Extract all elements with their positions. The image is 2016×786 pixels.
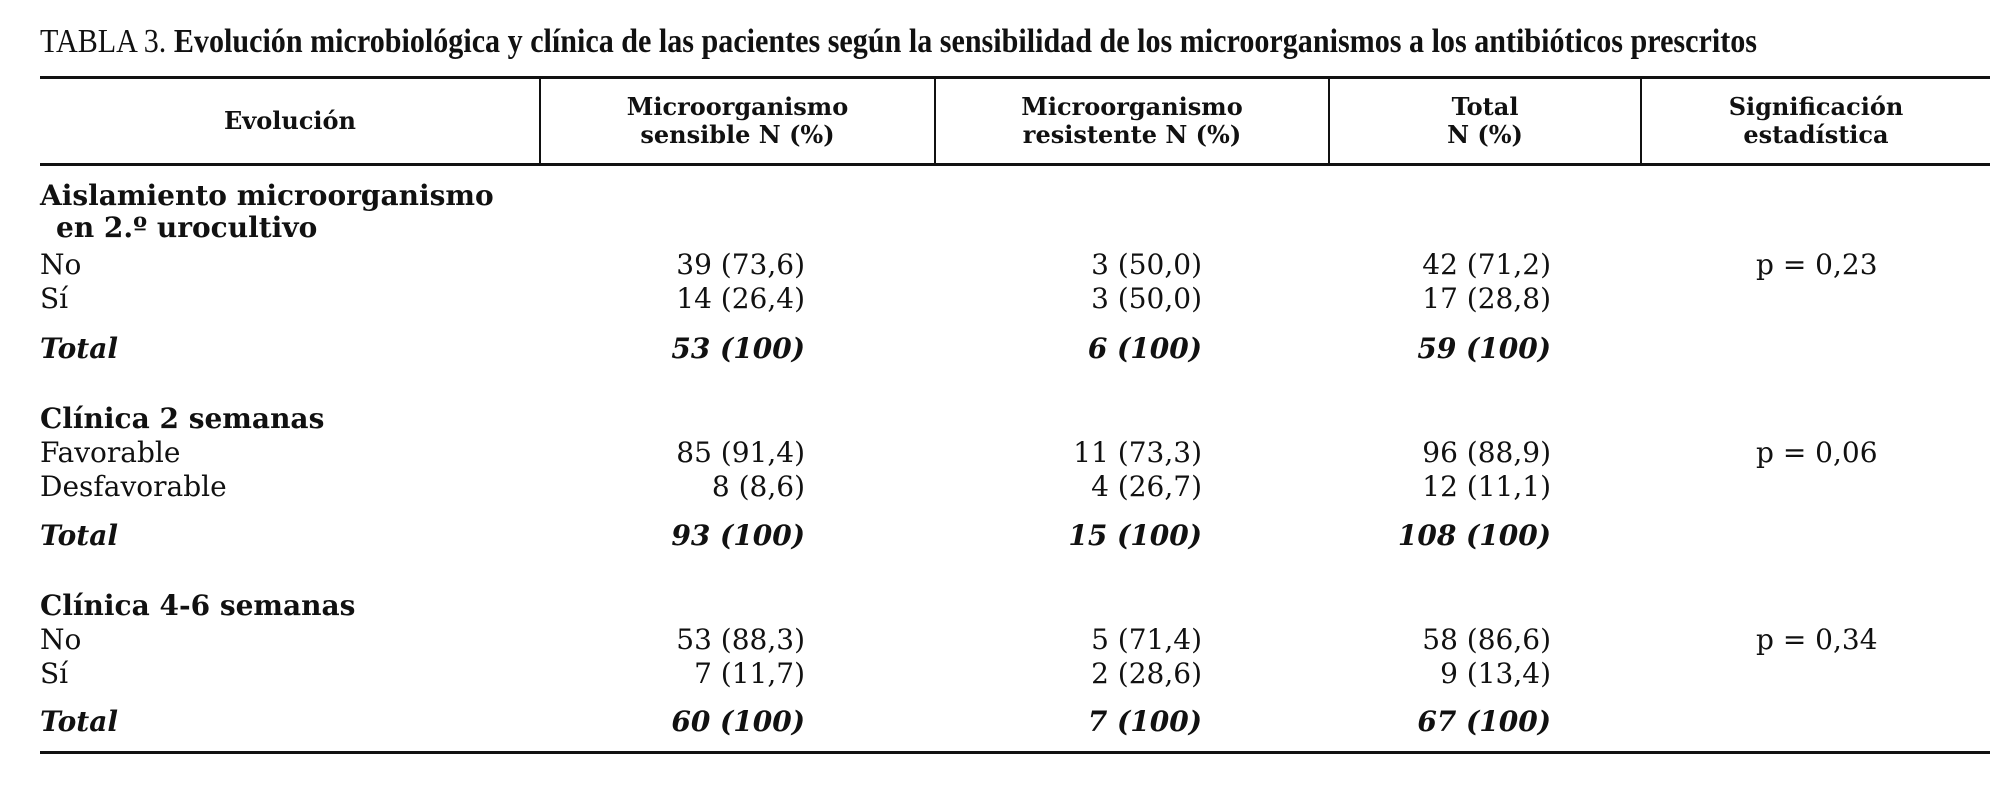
cell-resistente: 11 (73,3) (1073, 436, 1202, 469)
section-title: Clínica 4-6 semanas (40, 589, 356, 622)
total-label: Total (40, 332, 119, 365)
cell-total: 42 (71,2) (1422, 248, 1551, 281)
section-title: en 2.º urocultivo (56, 211, 318, 244)
section-title: Clínica 2 semanas (40, 402, 325, 435)
header-resistente: Microorganismo resistente N (%) (1021, 92, 1243, 149)
bottom-rule (40, 751, 1990, 754)
cell-total: 9 (13,4) (1440, 657, 1551, 690)
total-sensible: 60 (100) (671, 705, 805, 738)
cell-total: 17 (28,8) (1422, 282, 1551, 315)
cell-sensible: 14 (26,4) (676, 282, 805, 315)
cell-resistente: 3 (50,0) (1091, 248, 1202, 281)
section-title: Aislamiento microorganismo (40, 179, 494, 212)
cell-resistente: 4 (26,7) (1091, 470, 1202, 503)
caption-label: TABLA 3. (40, 23, 167, 60)
header-evolucion: Evolución (224, 106, 356, 135)
cell-total: 96 (88,9) (1422, 436, 1551, 469)
total-resistente: 7 (100) (1087, 705, 1202, 738)
total-label: Total (40, 705, 119, 738)
total-resistente: 15 (100) (1068, 519, 1202, 552)
cell-p-value: p = 0,06 (1756, 436, 1878, 469)
row-label: Favorable (40, 436, 181, 469)
cell-resistente: 3 (50,0) (1091, 282, 1202, 315)
cell-p-value: p = 0,34 (1756, 623, 1878, 656)
total-resistente: 6 (100) (1087, 332, 1202, 365)
cell-p-value: p = 0,23 (1756, 248, 1878, 281)
cell-sensible: 39 (73,6) (676, 248, 805, 281)
cell-total: 58 (86,6) (1422, 623, 1551, 656)
header-total: Total N (%) (1447, 92, 1523, 149)
table-caption (40, 20, 1775, 64)
caption-title: Evolución microbiológica y clínica de las pacientes según la sensibilidad de los microorganismos a los antibióticos prescritos (173, 23, 1757, 60)
total-total: 108 (100) (1397, 519, 1551, 552)
total-sensible: 93 (100) (671, 519, 805, 552)
cell-sensible: 7 (11,7) (694, 657, 805, 690)
header-sensible: Microorganismo sensible N (%) (626, 92, 849, 149)
row-label: Sí (40, 282, 69, 315)
row-label: No (40, 248, 82, 281)
total-label: Total (40, 519, 119, 552)
cell-sensible: 53 (88,3) (676, 623, 805, 656)
total-total: 67 (100) (1417, 705, 1551, 738)
total-total: 59 (100) (1417, 332, 1551, 365)
cell-resistente: 5 (71,4) (1091, 623, 1202, 656)
total-sensible: 53 (100) (671, 332, 805, 365)
header-significacion: Significación estadística (1728, 92, 1904, 149)
cell-sensible: 8 (8,6) (711, 470, 805, 503)
cell-resistente: 2 (28,6) (1091, 657, 1202, 690)
row-label: Desfavorable (40, 470, 227, 503)
cell-sensible: 85 (91,4) (676, 436, 805, 469)
cell-total: 12 (11,1) (1422, 470, 1551, 503)
row-label: No (40, 623, 82, 656)
row-label: Sí (40, 657, 69, 690)
header-rule (40, 163, 1990, 166)
